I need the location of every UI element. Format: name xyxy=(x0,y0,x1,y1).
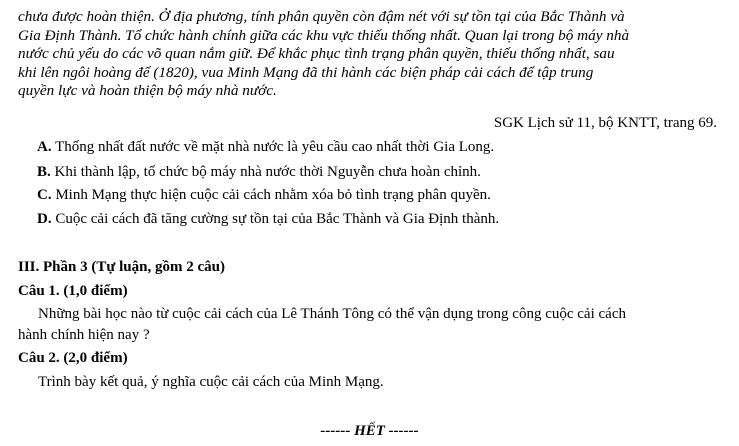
passage-line-1: chưa được hoàn thiện. Ở địa phương, tính phân quyền còn đậm nét với sự tồn tại của Bắc Thành và xyxy=(18,8,625,25)
option-b xyxy=(37,164,481,181)
passage-line-5: quyền lực và hoàn thiện bộ máy nhà nước. xyxy=(18,82,277,100)
part3-heading: III. Phần 3 (Tự luận, gồm 2 câu) xyxy=(18,259,225,275)
question-2-text: Trình bày kết quả, ý nghĩa cuộc cải cách của Minh Mạng. xyxy=(38,374,384,390)
option-d xyxy=(37,211,499,228)
passage-line-2: Gia Định Thành. Tổ chức hành chính giữa các khu vực thiếu thống nhất. Quan lại trong bộ máy nhà xyxy=(18,26,630,44)
question-1-text-line-2: hành chính hiện nay ? xyxy=(18,327,150,343)
option-letter: B. xyxy=(37,164,51,180)
option-letter: D. xyxy=(37,211,52,227)
question-1-heading: Câu 1. (1,0 điểm) xyxy=(18,283,128,299)
option-c xyxy=(37,187,491,204)
option-letter: C. xyxy=(37,187,52,203)
question-2-heading: Câu 2. (2,0 điểm) xyxy=(18,350,128,366)
end-mark: ------ HẾT ------ xyxy=(320,423,419,439)
question-1-text-line-1: Những bài học nào từ cuộc cải cách của Lê Thánh Tông có thể vận dụng trong công cuộc cải cách xyxy=(38,306,626,322)
passage-line-4: khi lên ngôi hoàng đế (1820), vua Minh Mạng đã thi hành các biện pháp cải cách để tập trung xyxy=(18,63,594,81)
option-text: Khi thành lập, tổ chức bộ máy nhà nước thời Nguyễn chưa hoàn chỉnh. xyxy=(50,164,481,180)
option-text: Cuộc cải cách đã tăng cường sự tồn tại của Bắc Thành và Gia Định thành. xyxy=(51,211,500,227)
option-a xyxy=(37,139,494,156)
passage-excerpt xyxy=(18,8,718,101)
option-text: Thống nhất đất nước về mặt nhà nước là yêu cầu cao nhất thời Gia Long. xyxy=(51,139,495,155)
option-letter: A. xyxy=(37,139,52,155)
source-citation: SGK Lịch sử 11, bộ KNTT, trang 69. xyxy=(493,115,717,131)
option-text: Minh Mạng thực hiện cuộc cải cách nhằm xóa bỏ tình trạng phân quyền. xyxy=(51,187,491,203)
passage-line-3: nước chủ yếu do các võ quan nắm giữ. Để khắc phục tình trạng phân quyền, thiếu thống nhất, sau xyxy=(18,45,615,63)
